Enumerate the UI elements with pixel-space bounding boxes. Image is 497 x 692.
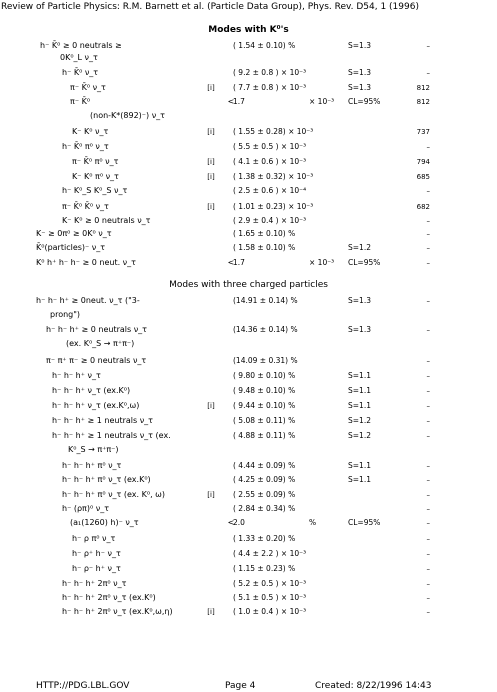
table-row	[0, 592, 497, 604]
branching-fraction: ( 5.5 ± 0.5 ) × 10⁻³	[233, 142, 307, 151]
table-row	[0, 82, 497, 94]
table-row	[0, 141, 497, 153]
decay-mode-name: h⁻ K̄⁰ ≥ 0 neutrals ≥	[40, 41, 122, 50]
scale-factor: S=1.1	[348, 386, 371, 395]
decay-mode-name: π⁻ K̄⁰	[70, 97, 91, 106]
table-row	[0, 385, 497, 397]
decay-mode-name: h⁻ h⁻ h⁺ 2π⁰ ν_τ (ex.K⁰)	[62, 593, 156, 602]
branching-fraction: ( 1.15 ± 0.23) %	[233, 564, 296, 573]
decay-mode-name: K⁻ K⁰ ν_τ	[72, 127, 109, 136]
decay-mode-name: K⁰ h⁺ h⁻ h⁻ ≥ 0 neut. ν_τ	[36, 258, 136, 267]
scale-factor: S=1.2	[348, 416, 371, 425]
decay-mode-name: prong")	[50, 310, 81, 319]
momentum-value: –	[426, 42, 430, 50]
table-row	[0, 548, 497, 560]
scale-factor: CL=95%	[348, 97, 381, 106]
decay-mode-name: h⁻ h⁻ h⁺ π⁰ ν_τ	[62, 461, 122, 470]
table-row	[0, 400, 497, 412]
momentum-value: 685	[416, 173, 430, 181]
footnote-ref: [i]	[207, 84, 215, 92]
decay-mode-name: h⁻ ρ⁻ h⁺ ν_τ	[72, 564, 121, 573]
table-row	[0, 309, 497, 321]
table-row	[0, 228, 497, 240]
table-row	[0, 370, 497, 382]
momentum-value: –	[426, 326, 430, 334]
limit-unit: %	[309, 518, 317, 527]
branching-fraction: 1.7	[233, 97, 245, 106]
branching-fraction: (14.36 ± 0.14) %	[233, 325, 298, 334]
decay-mode-name: (a₁(1260) h)⁻ ν_τ	[70, 518, 139, 527]
decay-mode-name: h⁻ h⁻ h⁺ ν_τ	[52, 371, 101, 380]
branching-fraction: ( 9.44 ± 0.10) %	[233, 401, 296, 410]
momentum-value: –	[426, 580, 430, 588]
table-row	[0, 324, 497, 336]
momentum-value: –	[426, 417, 430, 425]
branching-fraction: (14.09 ± 0.31) %	[233, 356, 298, 365]
decay-mode-name: 0K⁰_L ν_τ	[60, 53, 98, 62]
branching-fraction: ( 4.44 ± 0.09) %	[233, 461, 296, 470]
scale-factor: S=1.2	[348, 431, 371, 440]
branching-fraction: ( 1.01 ± 0.23) × 10⁻³	[233, 202, 314, 211]
scale-factor: S=1.3	[348, 325, 371, 334]
decay-mode-name: h⁻ h⁻ h⁺ π⁰ ν_τ (ex.K⁰)	[62, 475, 151, 484]
momentum-value: –	[426, 259, 430, 267]
limit-unit: × 10⁻³	[309, 97, 335, 106]
momentum-value: –	[426, 565, 430, 573]
branching-fraction: ( 5.08 ± 0.11) %	[233, 416, 296, 425]
footnote-ref: [i]	[207, 203, 215, 211]
table-row	[0, 578, 497, 590]
branching-fraction: 2.0	[233, 518, 245, 527]
limit-symbol: <	[227, 258, 235, 267]
decay-mode-name: K⁰_S → π⁺π⁻)	[68, 445, 119, 454]
momentum-value: 682	[416, 203, 430, 211]
decay-mode-name: K̄⁰(particles)⁻ ν_τ	[36, 243, 106, 252]
scale-factor: S=1.1	[348, 461, 371, 470]
decay-mode-name: h⁻ K⁰_S K⁰_S ν_τ	[62, 186, 128, 195]
decay-mode-name: π⁻ K̄⁰ π⁰ ν_τ	[72, 157, 119, 166]
table-row	[0, 96, 497, 108]
table-row	[0, 563, 497, 575]
momentum-value: –	[426, 387, 430, 395]
table-row	[0, 606, 497, 618]
table-row	[0, 460, 497, 472]
decay-mode-name: h⁻ h⁻ h⁺ ν_τ (ex.K⁰,ω)	[52, 401, 140, 410]
table-row	[0, 242, 497, 254]
table-row	[0, 430, 497, 442]
momentum-value: –	[426, 217, 430, 225]
momentum-value: –	[426, 69, 430, 77]
momentum-value: –	[426, 230, 430, 238]
momentum-value: –	[426, 187, 430, 195]
momentum-value: –	[426, 244, 430, 252]
momentum-value: –	[426, 402, 430, 410]
scale-factor: CL=95%	[348, 258, 381, 267]
table-row	[0, 533, 497, 545]
branching-fraction: 1.7	[233, 258, 245, 267]
table-row	[0, 517, 497, 529]
scale-factor: S=1.1	[348, 371, 371, 380]
momentum-value: –	[426, 462, 430, 470]
decay-mode-name: π⁻ π⁺ π⁻ ≥ 0 neutrals ν_τ	[46, 356, 147, 365]
branching-fraction: ( 9.2 ± 0.8 ) × 10⁻³	[233, 68, 307, 77]
section-title-three-charged: Modes with three charged particles	[169, 280, 328, 290]
table-row	[0, 171, 497, 183]
decay-mode-name: h⁻ h⁻ h⁺ ν_τ (ex.K⁰)	[52, 386, 131, 395]
footer-url[interactable]: HTTP://PDG.LBL.GOV	[36, 681, 130, 691]
decay-mode-name: h⁻ h⁻ h⁺ ≥ 1 neutrals ν_τ (ex.	[52, 431, 171, 440]
branching-fraction: ( 5.1 ± 0.5 ) × 10⁻³	[233, 593, 307, 602]
decay-mode-name: π⁻ K̄⁰ K̄⁰ ν_τ	[62, 202, 109, 211]
branching-fraction: ( 4.25 ± 0.09) %	[233, 475, 296, 484]
table-row	[0, 474, 497, 486]
limit-unit: × 10⁻³	[309, 258, 335, 267]
scale-factor: S=1.1	[348, 475, 371, 484]
table-row	[0, 126, 497, 138]
branching-fraction: ( 1.65 ± 0.10) %	[233, 229, 296, 238]
momentum-value: 812	[416, 98, 430, 106]
table-row	[0, 110, 497, 122]
branching-fraction: ( 2.55 ± 0.09) %	[233, 490, 296, 499]
table-row	[0, 338, 497, 350]
decay-mode-name: h⁻ h⁻ h⁺ ≥ 0neut. ν_τ ("3-	[36, 296, 140, 305]
footnote-ref: [i]	[207, 491, 215, 499]
table-row	[0, 67, 497, 79]
footnote-ref: [i]	[207, 402, 215, 410]
branching-fraction: ( 1.33 ± 0.20) %	[233, 534, 296, 543]
table-row	[0, 52, 497, 64]
branching-fraction: ( 2.84 ± 0.34) %	[233, 504, 296, 513]
table-row	[0, 40, 497, 52]
section-title-k0-modes: Modes with K⁰'s	[208, 25, 289, 35]
decay-mode-name: K⁻ K⁰ ≥ 0 neutrals ν_τ	[62, 216, 151, 225]
footnote-ref: [i]	[207, 173, 215, 181]
footnote-ref: [i]	[207, 158, 215, 166]
scale-factor: CL=95%	[348, 518, 381, 527]
table-row	[0, 215, 497, 227]
decay-mode-name: K⁻ ≥ 0π⁰ ≥ 0K⁰ ν_τ	[36, 229, 112, 238]
scale-factor: S=1.3	[348, 68, 371, 77]
branching-fraction: ( 4.1 ± 0.6 ) × 10⁻³	[233, 157, 307, 166]
momentum-value: –	[426, 372, 430, 380]
decay-mode-name: (non-K*(892)⁻) ν_τ	[90, 111, 165, 120]
footer-created-date: Created: 8/22/1996 14:43	[315, 681, 432, 691]
decay-mode-name: (ex. K⁰_S → π⁺π⁻)	[66, 339, 135, 348]
branching-fraction: ( 1.54 ± 0.10) %	[233, 41, 296, 50]
momentum-value: –	[426, 143, 430, 151]
scale-factor: S=1.2	[348, 243, 371, 252]
branching-fraction: (14.91 ± 0.14) %	[233, 296, 298, 305]
table-row	[0, 444, 497, 456]
decay-mode-name: h⁻ h⁻ h⁺ π⁰ ν_τ (ex. K⁰, ω)	[62, 490, 165, 499]
branching-fraction: ( 2.5 ± 0.6 ) × 10⁻⁴	[233, 186, 307, 195]
decay-mode-name: h⁻ K̄⁰ π⁰ ν_τ	[62, 142, 109, 151]
footnote-ref: [i]	[207, 128, 215, 136]
footer-page-number: Page 4	[225, 681, 256, 691]
decay-mode-name: h⁻ h⁻ h⁺ 2π⁰ ν_τ (ex.K⁰,ω,η)	[62, 607, 173, 616]
branching-fraction: ( 5.2 ± 0.5 ) × 10⁻³	[233, 579, 307, 588]
limit-symbol: <	[227, 518, 235, 527]
decay-mode-name: K⁻ K⁰ π⁰ ν_τ	[72, 172, 119, 181]
momentum-value: –	[426, 505, 430, 513]
momentum-value: –	[426, 519, 430, 527]
footnote-ref: [i]	[207, 608, 215, 616]
limit-symbol: <	[227, 97, 235, 106]
momentum-value: –	[426, 594, 430, 602]
decay-mode-name: h⁻ h⁻ h⁺ ≥ 0 neutrals ν_τ	[46, 325, 147, 334]
decay-mode-name: h⁻ h⁻ h⁺ ≥ 1 neutrals ν_τ	[52, 416, 153, 425]
table-row	[0, 503, 497, 515]
momentum-value: 794	[416, 158, 430, 166]
branching-fraction: ( 1.55 ± 0.28) × 10⁻³	[233, 127, 314, 136]
decay-mode-name: h⁻ K̄⁰ ν_τ	[62, 68, 99, 77]
momentum-value: –	[426, 297, 430, 305]
branching-fraction: ( 2.9 ± 0.4 ) × 10⁻³	[233, 216, 307, 225]
table-row	[0, 355, 497, 367]
momentum-value: –	[426, 608, 430, 616]
branching-fraction: ( 4.88 ± 0.11) %	[233, 431, 296, 440]
momentum-value: –	[426, 535, 430, 543]
table-row	[0, 257, 497, 269]
page-header: Review of Particle Physics: R.M. Barnett et al. (Particle Data Group), Phys. Rev. D54, 1 (1996)	[1, 2, 419, 12]
momentum-value: 812	[416, 84, 430, 92]
table-row	[0, 489, 497, 501]
momentum-value: –	[426, 357, 430, 365]
momentum-value: –	[426, 432, 430, 440]
branching-fraction: ( 1.38 ± 0.32) × 10⁻³	[233, 172, 314, 181]
branching-fraction: ( 9.48 ± 0.10) %	[233, 386, 296, 395]
table-row	[0, 201, 497, 213]
branching-fraction: ( 9.80 ± 0.10) %	[233, 371, 296, 380]
branching-fraction: ( 4.4 ± 2.2 ) × 10⁻³	[233, 549, 307, 558]
scale-factor: S=1.3	[348, 41, 371, 50]
momentum-value: 737	[416, 128, 430, 136]
scale-factor: S=1.3	[348, 296, 371, 305]
scale-factor: S=1.3	[348, 83, 371, 92]
decay-mode-name: h⁻ ρ⁺ h⁻ ν_τ	[72, 549, 121, 558]
table-row	[0, 156, 497, 168]
branching-fraction: ( 1.58 ± 0.10) %	[233, 243, 296, 252]
momentum-value: –	[426, 476, 430, 484]
momentum-value: –	[426, 491, 430, 499]
table-row	[0, 415, 497, 427]
decay-mode-name: π⁻ K̄⁰ ν_τ	[70, 83, 106, 92]
momentum-value: –	[426, 550, 430, 558]
branching-fraction: ( 1.0 ± 0.4 ) × 10⁻³	[233, 607, 307, 616]
decay-mode-name: h⁻ (ρπ)⁰ ν_τ	[62, 504, 110, 513]
decay-mode-name: h⁻ h⁻ h⁺ 2π⁰ ν_τ	[62, 579, 127, 588]
table-row	[0, 185, 497, 197]
decay-mode-name: h⁻ ρ π⁰ ν_τ	[72, 534, 116, 543]
scale-factor: S=1.1	[348, 401, 371, 410]
branching-fraction: ( 7.7 ± 0.8 ) × 10⁻³	[233, 83, 307, 92]
table-row	[0, 295, 497, 307]
